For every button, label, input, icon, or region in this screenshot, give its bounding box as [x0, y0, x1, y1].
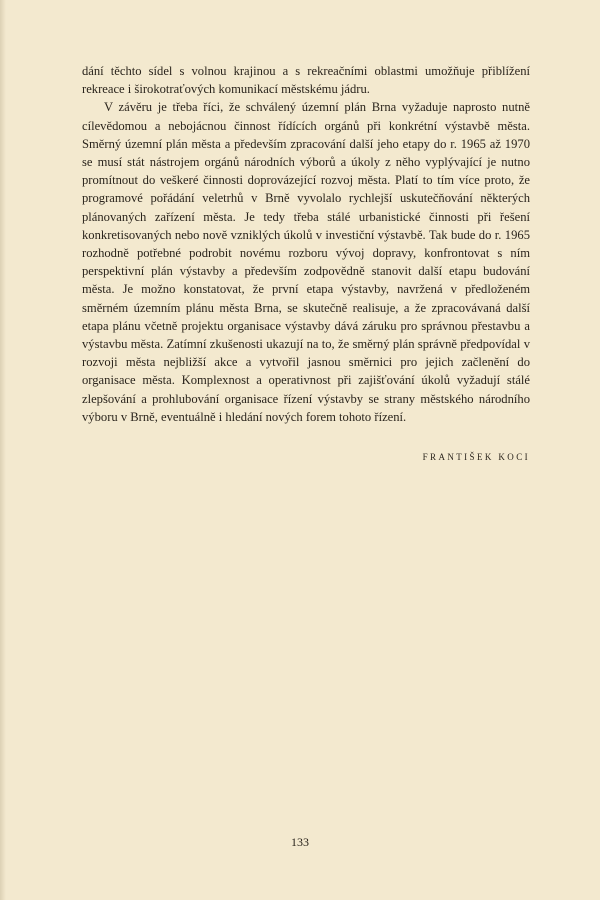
- author-signature: FRANTIŠEK KOCI: [422, 452, 530, 462]
- body-text: [82, 62, 530, 426]
- page-edge-shadow: [0, 0, 6, 900]
- page-number: 133: [291, 835, 309, 849]
- paragraph-conclusion: V závěru je třeba říci, že schválený územní plán Brna vyžaduje naprosto nutně cílevědomou a nebojácnou činnost řídících orgánů při konkrétní výstavbě města. Směrný územní plán města a především zpracování další jeho etapy do r. 1965 až 1970 se musí stát nástrojem orgánů národních výborů a úkoly z něho vyplývající je nutno promítnout do veškeré činnosti doprovázející rozvoj města. Platí to tím více proto, že programové pořádání veletrhů v Brně vyvolalo rychlejší uskutečňování některých plánovaných zařízení města. Je tedy třeba stálé urbanistické činnosti při řešení konkretisovaných nebo nově vzniklých úkolů v investiční výstavbě. Tak bude do r. 1965 rozhodně potřebné podrobit novému rozboru vývoj dopravy, konfrontovat s ním perspektivní plán výstavby a především zodpovědně stanovit další etapu budování města. Je možno konstatovat, že první etapa výstavby, navržená v předloženém směrném územním plánu města Brna, se skutečně realisuje, a že zpracovávaná další etapa plánu včetně projektu organisace výstavby dává záruku pro správnou přestavbu a výstavbu města. Zatímní zkušenosti ukazují na to, že směrný plán správně předpovídal v rozvoji města nejbližší akce a vytvořil jasnou směrnici pro jejich začlenění do organisace města. Komplexnost a operativnost při zajišťování úkolů vyžadují stálé zlepšování a prohlubování organisace řízení výstavby se strany městského národního výboru v Brně, eventuálně i hledání nových forem tohoto řízení.: [82, 100, 530, 424]
- paragraph-continuation: dání těchto sídel s volnou krajinou a s rekreačními oblastmi umožňuje přiblížení rekreace i širokotraťových komunikací městskému jádru.: [82, 64, 530, 97]
